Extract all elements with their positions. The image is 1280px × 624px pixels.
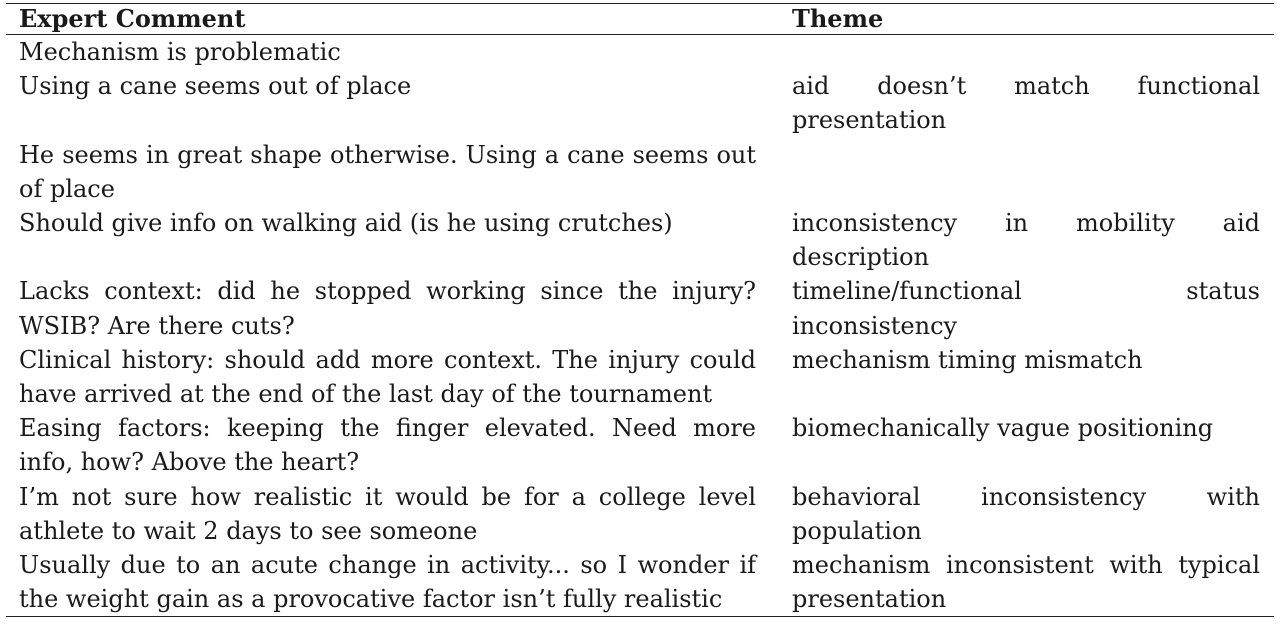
theme-cell (760, 35, 1274, 69)
theme-cell: aid doesn’t match functional presentation (792, 72, 1260, 135)
comment-cell: Easing factors: keeping the finger elevated. Need more info, how? Above the heart? (19, 414, 756, 477)
comment-cell: Mechanism is problematic (19, 38, 341, 66)
theme-cell: behavioral inconsistency with population (792, 482, 1260, 545)
table-row (6, 411, 1274, 479)
table-row (6, 274, 1274, 342)
comment-cell: Clinical history: should add more context. The injury could have arrived at the end of the last day of the tournament (19, 345, 756, 409)
table-row (6, 343, 1274, 411)
theme-cell: timeline/functional status inconsistency (792, 277, 1260, 340)
table-row (6, 480, 1274, 548)
table-row (6, 35, 1274, 69)
header-theme: Theme (792, 4, 884, 33)
theme-cell (760, 138, 1274, 206)
comment-cell: Using a cane seems out of place (19, 72, 412, 101)
comment-cell: Usually due to an acute change in activity... so I wonder if the weight gain as a provocative factor isn’t fully realistic (19, 551, 756, 614)
table-row (6, 206, 1274, 274)
theme-cell: biomechanically vague positioning (792, 414, 1214, 443)
comment-cell: He seems in great shape otherwise. Using a cane seems out of place (19, 140, 756, 203)
comment-cell: I’m not sure how realistic it would be for a college level athlete to wait 2 days to see someone (19, 482, 756, 545)
table-row (6, 548, 1274, 616)
theme-cell: mechanism timing mismatch (792, 345, 1143, 374)
theme-cell: mechanism inconsistent with typical presentation (792, 551, 1260, 614)
expert-comments-table (6, 3, 1274, 617)
theme-cell: inconsistency in mobility aid description (792, 209, 1260, 272)
table-row (6, 138, 1274, 206)
header-expert-comment: Expert Comment (19, 4, 246, 33)
comment-cell: Should give info on walking aid (is he using crutches) (19, 209, 673, 238)
comment-cell: Lacks context: did he stopped working since the injury? WSIB? Are there cuts? (19, 277, 756, 340)
table-header-row (6, 4, 1274, 35)
table-row (6, 69, 1274, 137)
